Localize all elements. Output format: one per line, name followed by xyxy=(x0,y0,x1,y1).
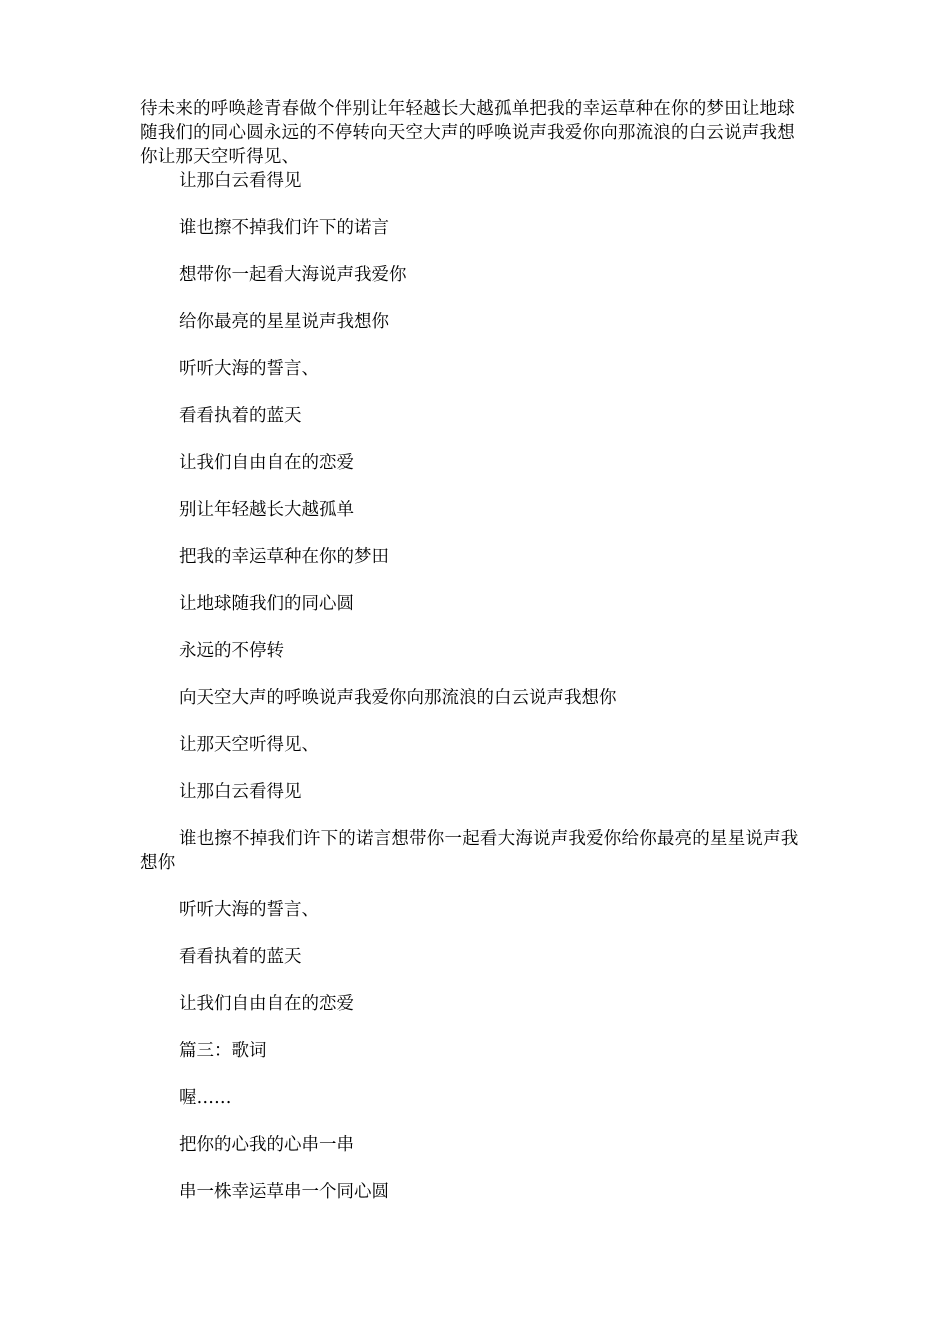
lyric-line: 听听大海的誓言、 xyxy=(179,900,319,920)
lyric-line: 让那天空听得见、 xyxy=(179,735,319,755)
intro-paragraph: 待未来的呼唤趁青春做个伴别让年轻越长大越孤单把我的幸运草种在你的梦田让地球随我们的同心圆永远的不停转向天空大声的呼唤说声我爱你向那流浪的白云说声我想你让那天空听得见、 xyxy=(140,99,795,167)
wrapped-paragraph: 谁也擦不掉我们许下的诺言想带你一起看大海说声我爱你给你最亮的星星说声我想你 xyxy=(140,829,799,873)
lyric-line: 看看执着的蓝天 xyxy=(179,406,302,426)
lyric-line: 把你的心我的心串一串 xyxy=(179,1135,354,1155)
lyric-line: 看看执着的蓝天 xyxy=(179,947,302,967)
lyric-line: 想带你一起看大海说声我爱你 xyxy=(179,265,407,285)
lyric-line: 让我们自由自在的恋爱 xyxy=(179,453,354,473)
lyric-line: 别让年轻越长大越孤单 xyxy=(179,500,354,520)
lyric-line: 听听大海的誓言、 xyxy=(179,359,319,379)
lyric-line: 让那白云看得见 xyxy=(179,782,302,802)
lyric-line: 让我们自由自在的恋爱 xyxy=(179,994,354,1014)
lyric-line: 永远的不停转 xyxy=(179,641,284,661)
lyric-line: 喔…… xyxy=(179,1088,232,1108)
lyric-line: 把我的幸运草种在你的梦田 xyxy=(179,547,389,567)
document-page xyxy=(140,97,800,1204)
lyric-line: 让那白云看得见 xyxy=(179,171,302,191)
lyric-line: 向天空大声的呼唤说声我爱你向那流浪的白云说声我想你 xyxy=(179,688,617,708)
lyric-line: 谁也擦不掉我们许下的诺言 xyxy=(179,218,389,238)
lyric-line: 让地球随我们的同心圆 xyxy=(179,594,354,614)
lyric-line: 串一株幸运草串一个同心圆 xyxy=(179,1182,389,1202)
lyric-line: 给你最亮的星星说声我想你 xyxy=(179,312,389,332)
section-heading: 篇三：歌词 xyxy=(179,1041,267,1061)
